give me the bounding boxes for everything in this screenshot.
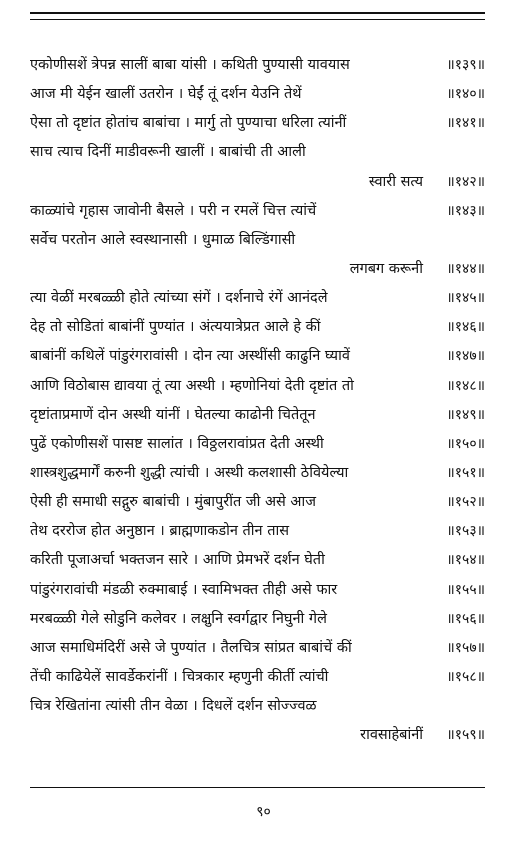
verse-line xyxy=(30,80,485,109)
verse-number: ॥१४०॥ xyxy=(446,86,485,103)
verse-continuation-line xyxy=(30,255,485,284)
verse-line xyxy=(30,663,485,692)
verse-number: ॥१५९॥ xyxy=(446,727,485,744)
verse-line xyxy=(30,342,485,371)
verse-number: ॥१४५॥ xyxy=(446,290,485,307)
verse-text: बाबांनीं कथिलें पांडुरंगरावांसी । दोन त्या अस्थींसी काढुनि घ्यावें xyxy=(30,348,350,365)
verse-number: ॥१५८॥ xyxy=(446,668,485,685)
verse-number: ॥१४३॥ xyxy=(446,202,485,219)
verse-continuation: रावसाहेबांनीं xyxy=(360,727,423,744)
verse-number: ॥१५२॥ xyxy=(446,494,485,511)
verse-number: ॥१४६॥ xyxy=(446,319,485,336)
verse-text: करिती पूजाअर्चा भक्तजन सारे । आणि प्रेमभरें दर्शन घेती xyxy=(30,552,325,569)
verse-text: पांडुरंगरावांची मंडळी रुक्माबाई । स्वामिभक्त तीही असे फार xyxy=(30,581,338,598)
verse-text: साच त्याच दिनीं माडीवरूनी खालीं । बाबांची ती आली xyxy=(30,144,306,161)
verse-line xyxy=(30,401,485,430)
verse-text: आणि विठोबास द्यावया तूं त्या अस्थी । म्हणोनियां देती दृष्टांत तो xyxy=(30,377,354,394)
top-rule xyxy=(30,12,485,20)
verse-line xyxy=(30,517,485,546)
bottom-rule xyxy=(30,787,485,788)
verse-continuation-line xyxy=(30,168,485,197)
verse-number: ॥१५७॥ xyxy=(446,639,485,656)
verse-number: ॥१५४॥ xyxy=(446,552,485,569)
verse-line xyxy=(30,546,485,575)
verse-line xyxy=(30,459,485,488)
verse-text: ऐसी ही समाधी सद्गुरु बाबांची । मुंबापुरींत जी असे आज xyxy=(30,494,317,511)
verse-text: एकोणीसशें त्रेपन्न सालीं बाबा यांसी । कथिती पुण्यासी यावयास xyxy=(30,57,350,73)
verse-continuation: स्वारी सत्य xyxy=(368,173,423,190)
verse-line xyxy=(30,313,485,342)
verse-line xyxy=(30,372,485,401)
verse-number: ॥१४१॥ xyxy=(446,115,485,132)
verse-number: ॥१५१॥ xyxy=(446,464,485,481)
verse-text: काळ्यांचे गृहास जावोनी बैसले । परी न रमलें चित्त त्यांचें xyxy=(30,202,317,219)
verse-text: ऐसा तो दृष्टांत होतांच बाबांचा । मार्गु तो पुण्याचा धरिला त्यांनीं xyxy=(30,115,347,132)
verse-line xyxy=(30,197,485,226)
verse-number: ॥१५३॥ xyxy=(446,523,485,540)
verse-number: ॥१४८॥ xyxy=(446,377,485,394)
verse-text: तेथ दररोज होत अनुष्ठान । ब्राह्मणाकडोन तीन तास xyxy=(30,523,290,540)
verse-text: आज मी येईन खालीं उतरोन । घेईं तूं दर्शन येउनि तेथें xyxy=(30,86,302,103)
verse-line xyxy=(30,284,485,313)
verse-text: सर्वेच परतोन आले स्वस्थानासी । धुमाळ बिल्डिंगासी xyxy=(30,231,296,248)
verse-line xyxy=(30,488,485,517)
verse-text: शास्त्रशुद्धमार्गें करुनी शुद्धी त्यांची । अस्थी कलशासी ठेवियेल्या xyxy=(30,464,349,481)
verse-text: पुढें एकोणीसशें पासष्ट सालांत । विठ्ठलरावांप्रत देती अस्थी xyxy=(30,435,324,452)
verse-text: तेंची काढियेलें सावर्डेकरांनीं । चित्रकार म्हणुनी कीर्ती त्यांची xyxy=(30,668,329,685)
verse-line xyxy=(30,692,485,721)
verse-line xyxy=(30,138,485,167)
verse-line xyxy=(30,605,485,634)
verse-text: दृष्टांताप्रमाणें दोन अस्थी यांनीं । घेतल्या काढोनी चितेतून xyxy=(30,406,316,423)
verse-text: आज समाधिमंदिरीं असे जे पुण्यांत । तैलचित्र सांप्रत बाबांचें कीं xyxy=(30,639,352,656)
verse-line xyxy=(30,226,485,255)
verse-text: देह तो सोडितां बाबांनीं पुण्यांत । अंत्ययात्रेप्रत आले हे कीं xyxy=(30,319,321,336)
verse-continuation-line xyxy=(30,721,485,750)
page-number: ९० xyxy=(256,804,271,820)
verse-text: त्या वेळीं मरबळ्ळी होते त्यांच्या संगें । दर्शनाचे रंगें आनंदले xyxy=(30,290,328,307)
verse-number: ॥१४९॥ xyxy=(446,406,485,423)
verse-number: ॥१४४॥ xyxy=(446,260,485,277)
verse-text: चित्र रेखितांना त्यांसी तीन वेळा । दिधलें दर्शन सोज्ज्वळ xyxy=(30,698,317,715)
verse-number: ॥१४२॥ xyxy=(446,173,485,190)
verse-number: ॥१५६॥ xyxy=(446,610,485,627)
verse-line xyxy=(30,634,485,663)
verse-number: ॥१५०॥ xyxy=(446,435,485,452)
verse-number: ॥१३९॥ xyxy=(446,57,485,73)
verse-line xyxy=(30,430,485,459)
verse-number: ॥१५५॥ xyxy=(446,581,485,598)
verse-continuation: लगबग करूनी xyxy=(349,260,423,277)
verse-number: ॥१४७॥ xyxy=(446,348,485,365)
verse-line xyxy=(30,51,485,80)
verse-block xyxy=(30,51,485,750)
verse-line xyxy=(30,109,485,138)
verse-text: मरबळ्ळी गेले सोडुनि कलेवर । लक्षुनि स्वर्गद्वार निघुनी गेले xyxy=(30,610,327,627)
verse-line xyxy=(30,576,485,605)
